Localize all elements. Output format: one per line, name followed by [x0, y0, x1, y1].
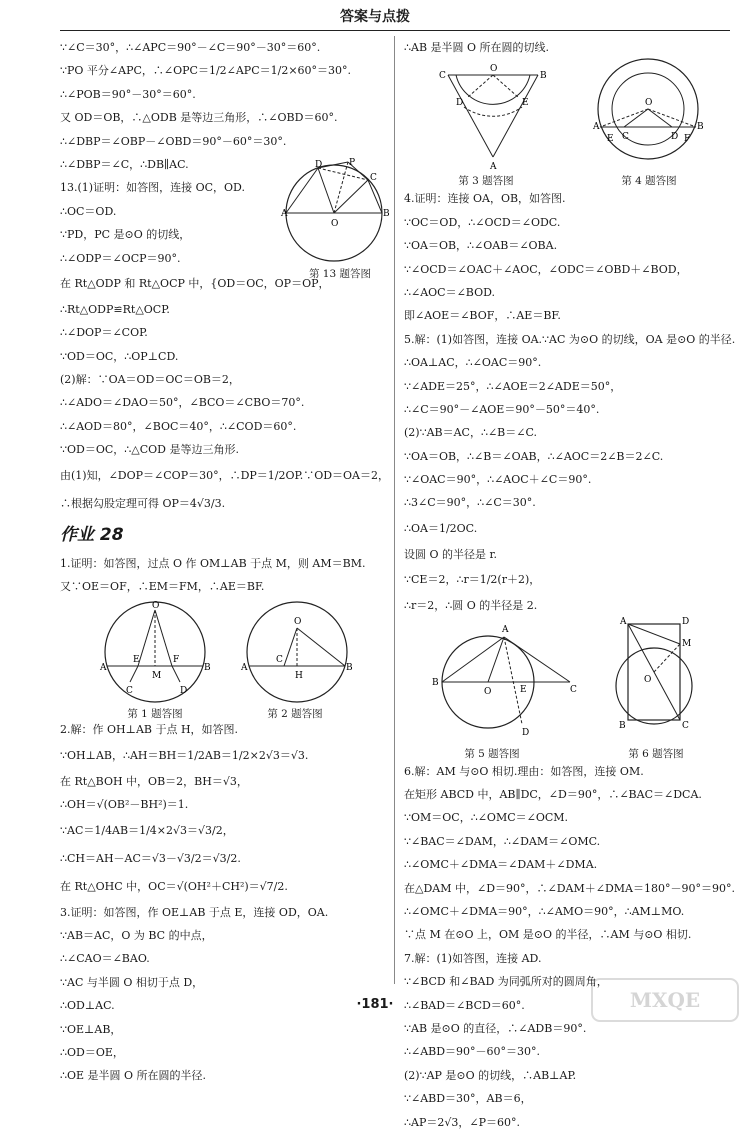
- fig6-caption: 第 6 题答图: [628, 747, 684, 760]
- text-line: 设圆 O 的半径是 r.: [404, 547, 498, 561]
- fig4-diagram: [594, 53, 706, 171]
- column-divider: [394, 36, 395, 984]
- text-line: ∴OH＝√(OB²－BH²)＝1.: [60, 798, 189, 812]
- fig3-diagram: [428, 61, 558, 171]
- svg-text:C: C: [126, 686, 133, 697]
- fig1-caption: 第 1 题答图: [127, 708, 183, 721]
- text-line: 2.解：作 OH⊥AB 于点 H，如答图.: [60, 723, 239, 737]
- text-line: ∵∠BAC＝∠DAM，∴∠DAM＝∠OMC.: [404, 834, 601, 848]
- text-line: ∴∠OMC＋∠DMA＝90°，∴∠AMO＝90°，∴AM⊥MO.: [404, 904, 685, 918]
- svg-text:O: O: [331, 219, 339, 229]
- svg-text:O: O: [490, 64, 498, 75]
- svg-text:B: B: [619, 720, 626, 731]
- fig1-diagram: [100, 600, 220, 705]
- svg-text:B: B: [697, 122, 704, 133]
- text-line: (2)∵AP 是⊙O 的切线，∴AB⊥AP.: [404, 1068, 577, 1082]
- text-line: ∵PO 平分∠APC，∴∠OPC＝1/2∠APC＝1/2×60°＝30°.: [60, 64, 352, 78]
- text-line: ∵OH⊥AB，∴AH＝BH＝1/2AB＝1/2×2√3＝√3.: [60, 748, 309, 762]
- svg-text:B: B: [432, 677, 439, 688]
- fig5-caption: 第 5 题答图: [464, 747, 520, 760]
- text-line: (2)解：∵OA＝OD＝OC＝OB＝2，: [60, 373, 240, 387]
- text-line: ∴根据勾股定理可得 OP＝4√3/3.: [60, 496, 226, 510]
- header-title: 答案与点拨: [340, 9, 410, 25]
- right-column: [404, 36, 734, 1134]
- svg-text:O: O: [294, 617, 302, 628]
- text-line: ∴AB 是半圆 O 所在圆的切线.: [404, 41, 550, 54]
- text-line: ∴∠CAO＝∠BAO.: [60, 952, 150, 966]
- section-heading: [60, 518, 390, 552]
- svg-text:D: D: [315, 160, 323, 170]
- fig4-caption: 第 4 题答图: [621, 175, 677, 188]
- text-line: ∵AC 与半圆 O 相切于点 D，: [60, 975, 204, 989]
- figure-row: [60, 598, 390, 721]
- section-title: 作业 28: [60, 524, 124, 545]
- text-line: ∵AB 是⊙O 的直径，∴∠ADB＝90°.: [404, 1021, 587, 1035]
- svg-text:H: H: [295, 671, 303, 682]
- text-line: ∴OA⊥AC，∴∠OAC＝90°.: [404, 356, 542, 370]
- text-line: ∵OE⊥AB，: [60, 1022, 122, 1036]
- fig13-caption: 第 13 题答图: [308, 268, 372, 280]
- text-line: ∵AC＝1/4AB＝1/4×2√3＝√3/2，: [60, 823, 234, 837]
- text-line: ∴∠POB＝90°－30°＝60°.: [60, 87, 196, 101]
- text-line: ∴3∠C＝90°，∴∠C＝30°.: [404, 496, 536, 510]
- fig13-diagram: [282, 158, 394, 268]
- text-line: ∴∠DOP＝∠COP.: [60, 326, 148, 340]
- svg-text:D: D: [522, 727, 530, 738]
- svg-text:A: A: [593, 122, 600, 133]
- figure-row: [404, 59, 734, 187]
- text-line: 1.证明：如答图，过点 O 作 OM⊥AB 于点 M，则 AM＝BM.: [60, 556, 366, 570]
- text-line: ∴OD＝OE，: [60, 1045, 124, 1059]
- text-line: ∵点 M 在⊙O 上，OM 是⊙O 的半径，∴AM 与⊙O 相切.: [404, 928, 692, 942]
- text-line: ∵CE＝2，∴r＝1/2(r＋2)，: [404, 573, 541, 587]
- svg-text:A: A: [502, 624, 509, 635]
- svg-text:F: F: [684, 134, 691, 145]
- svg-text:A: A: [620, 616, 627, 627]
- header-rule: [60, 30, 730, 31]
- text-line: ∴∠DBP＝∠C，∴DB∥AC.: [60, 157, 189, 171]
- fig3-caption: 第 3 题答图: [458, 175, 514, 188]
- svg-text:F: F: [173, 655, 180, 666]
- svg-text:E: E: [522, 98, 529, 109]
- svg-text:C: C: [276, 655, 283, 666]
- svg-text:D: D: [180, 686, 188, 697]
- svg-text:B: B: [383, 209, 390, 219]
- figure-row: [404, 618, 734, 760]
- text-line: ∴Rt△ODP≌Rt△OCP.: [60, 302, 170, 316]
- text-line: ∵OD＝OC，∴△COD 是等边三角形.: [60, 443, 239, 457]
- fig5-diagram: [424, 620, 577, 740]
- svg-text:O: O: [645, 98, 653, 109]
- svg-text:E: E: [133, 655, 140, 666]
- svg-text:C: C: [570, 684, 577, 695]
- text-line: ∵∠OAC＝90°，∴∠AOC＋∠C＝90°.: [404, 473, 592, 487]
- text-line: ∵OA＝OB，∴∠OAB＝∠OBA.: [404, 239, 558, 253]
- text-line: ∵PD，PC 是⊙O 的切线，: [60, 228, 191, 242]
- svg-text:C: C: [622, 132, 629, 143]
- text-line: ∵∠C＝30°，∴∠APC＝90°－∠C＝90°－30°＝60°.: [60, 41, 321, 54]
- svg-text:B: B: [204, 663, 211, 674]
- svg-text:D: D: [682, 616, 690, 627]
- text-line: ∵∠ADE＝25°，∴∠AOE＝2∠ADE＝50°，: [404, 379, 622, 393]
- fig6-diagram: [614, 614, 704, 740]
- svg-text:P: P: [349, 158, 356, 168]
- svg-text:D: D: [671, 132, 679, 143]
- svg-text:A: A: [100, 663, 107, 674]
- text-line: 又∵OE＝OF，∴EM＝FM，∴AE＝BF.: [60, 580, 265, 594]
- text-line: 在矩形 ABCD 中，AB∥DC，∠D＝90°，∴∠BAC＝∠DCA.: [404, 788, 702, 802]
- text-line: ∴OE 是半圆 O 所在圆的半径.: [60, 1069, 207, 1083]
- svg-text:O: O: [484, 686, 492, 697]
- text-line: ∵OM＝OC，∴∠OMC＝∠OCM.: [404, 811, 569, 825]
- text-line: ∴OC＝OD.: [60, 204, 117, 218]
- text-line: 在 Rt△BOH 中，OB＝2，BH＝√3，: [60, 774, 248, 788]
- text-line: 13.(1)证明：如答图，连接 OC，OD.: [60, 181, 245, 195]
- svg-text:A: A: [241, 663, 248, 674]
- svg-text:E: E: [520, 684, 527, 695]
- text-line: ∴∠ADO＝∠DAO＝50°，∠BCO＝∠CBO＝70°.: [60, 396, 305, 410]
- text-line: ∴∠ODP＝∠OCP＝90°.: [60, 251, 181, 265]
- text-line: ∴∠DBP＝∠OBP－∠OBD＝90°－60°＝30°.: [60, 134, 287, 148]
- text-line: ∴CH＝AH－AC＝√3－√3/2＝√3/2.: [60, 851, 241, 865]
- text-line: 3.证明：如答图，作 OE⊥AB 于点 E，连接 OD，OA.: [60, 905, 329, 919]
- text-line: 即∠AOE＝∠BOF，∴AE＝BF.: [404, 309, 561, 323]
- text-line: 又 OD＝OB，∴△ODB 是等边三角形，∴∠OBD＝60°.: [60, 111, 338, 125]
- text-line: ∴∠AOD＝80°，∠BOC＝40°，∴∠COD＝60°.: [60, 419, 297, 433]
- text-line: 由(1)知，∠DOP＝∠COP＝30°，∴DP＝1/2OP.∵OD＝OA＝2，: [60, 468, 389, 482]
- text-line: ∵OD＝OC，∴OP⊥CD.: [60, 349, 179, 363]
- text-line: 在△DAM 中，∠D＝90°，∴∠DAM＋∠DMA＝180°－90°＝90°.: [404, 881, 735, 895]
- svg-text:C: C: [439, 71, 446, 82]
- text-line: ∵∠ABD＝30°，AB＝6，: [404, 1092, 532, 1106]
- svg-text:C: C: [370, 173, 377, 183]
- text-line: ∴OA＝1/2OC.: [404, 521, 478, 535]
- svg-text:O: O: [152, 601, 160, 612]
- svg-text:A: A: [490, 162, 497, 173]
- text-line: ∵∠OCD＝∠OAC＋∠AOC，∠ODC＝∠OBD＋∠BOD，: [404, 262, 688, 276]
- page-header: [0, 0, 750, 32]
- text-line: ∴AP＝2√3，∠P＝60°.: [404, 1115, 520, 1129]
- text-line: 在 Rt△OHC 中，OC＝√(OH²＋CH²)＝√7/2.: [60, 879, 288, 893]
- text-line: (2)∵AB＝AC，∴∠B＝∠C.: [404, 426, 538, 440]
- svg-text:A: A: [281, 209, 288, 219]
- text-line: ∴r＝2，∴圆 O 的半径是 2.: [404, 599, 538, 613]
- page-number: ·181·: [356, 997, 394, 1012]
- fig2-diagram: [240, 600, 360, 705]
- svg-text:B: B: [540, 71, 547, 82]
- svg-text:E: E: [607, 134, 614, 145]
- text-line: 4.证明：连接 OA，OB，如答图.: [404, 192, 566, 206]
- svg-text:O: O: [644, 674, 652, 685]
- svg-text:C: C: [682, 720, 689, 731]
- text-line: ∵OA＝OB，∴∠B＝∠OAB，∴∠AOC＝2∠B＝2∠C.: [404, 449, 664, 463]
- text-line: ∴∠C＝90°－∠AOE＝90°－50°＝40°.: [404, 402, 600, 416]
- text-line: 6.解：AM 与⊙O 相切.理由：如答图，连接 OM.: [404, 764, 644, 778]
- text-line: 在 Rt△ODP 和 Rt△OCP 中，{OD＝OC，OP＝OP，: [60, 276, 330, 290]
- svg-text:M: M: [682, 638, 692, 649]
- text-line: ∴∠OMC＋∠DMA＝∠DAM＋∠DMA.: [404, 858, 598, 872]
- text-line: ∵AB＝AC，O 为 BC 的中点，: [60, 928, 213, 942]
- svg-text:M: M: [152, 671, 162, 682]
- watermark-logo: [590, 977, 740, 1023]
- text-line: ∵∠BCD 和∠BAD 为同弧所对的圆周角，: [404, 975, 608, 989]
- text-line: ∴∠ABD＝90°－60°＝30°.: [404, 1045, 541, 1059]
- svg-text:MXQE: MXQE: [629, 988, 701, 1012]
- text-line: ∴∠AOC＝∠BOD.: [404, 285, 496, 299]
- text-line: 7.解：(1)如答图，连接 AD.: [404, 951, 542, 965]
- svg-text:B: B: [346, 663, 353, 674]
- text-line: 5.解：(1)如答图，连接 OA.∵AC 为⊙O 的切线，OA 是⊙O 的半径.: [404, 332, 736, 346]
- svg-text:D: D: [456, 98, 464, 109]
- text-line: ∵OC＝OD，∴∠OCD＝∠ODC.: [404, 215, 561, 229]
- text-line: ∴∠BAD＝∠BCD＝60°.: [404, 998, 525, 1012]
- text-line: ∴OD⊥AC.: [60, 999, 115, 1013]
- fig2-caption: 第 2 题答图: [267, 708, 323, 721]
